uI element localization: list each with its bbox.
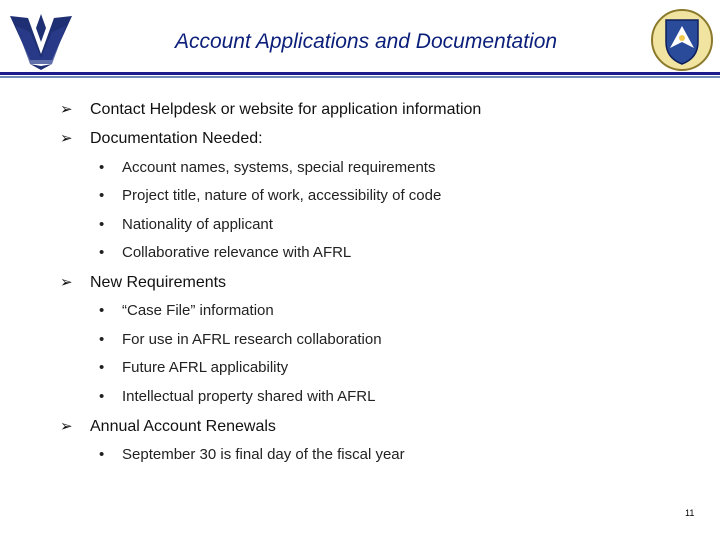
sub-bullet-text: “Case File” information [122,302,274,319]
dot-bullet-icon: • [99,302,105,319]
arrow-bullet-icon: ➢ [60,101,73,118]
bullet-text: Annual Account Renewals [90,418,276,435]
arrow-bullet-icon: ➢ [60,274,73,291]
arrow-bullet-icon: ➢ [60,418,73,435]
arrow-bullet-icon: ➢ [60,130,73,147]
sub-bullet-item [99,244,351,261]
sub-bullet-text: Account names, systems, special requirements [122,159,436,176]
sub-bullet-item [99,216,273,233]
bullet-text: Contact Helpdesk or website for application information [90,101,482,118]
bullet-item [60,417,276,436]
afrl-shield-seal [650,8,714,72]
dot-bullet-icon: • [99,244,105,261]
sub-bullet-item [99,446,405,463]
dot-bullet-icon: • [99,331,105,348]
dot-bullet-icon: • [99,159,105,176]
sub-bullet-text: Project title, nature of work, accessibility of code [122,187,442,204]
dot-bullet-icon: • [99,388,105,405]
slide-title: Account Applications and Documentation [174,30,558,53]
bullet-item [60,129,263,148]
bullet-text: New Requirements [90,274,227,291]
header-divider-secondary [0,76,720,78]
sub-bullet-item [99,388,375,405]
dot-bullet-icon: • [99,187,105,204]
sub-bullet-item [99,331,382,348]
bullet-item [60,100,481,119]
sub-bullet-text: September 30 is final day of the fiscal year [122,446,405,463]
sub-bullet-text: Intellectual property shared with AFRL [122,388,376,405]
sub-bullet-text: Future AFRL applicability [122,359,289,376]
header-divider [0,72,720,75]
dot-bullet-icon: • [99,216,105,233]
sub-bullet-item [99,302,274,319]
dot-bullet-icon: • [99,446,105,463]
sub-bullet-item [99,187,441,204]
bullet-item [60,273,226,292]
air-force-wings-logo [8,8,74,74]
page-number: 11 [685,508,695,518]
sub-bullet-text: Nationality of applicant [122,216,273,233]
dot-bullet-icon: • [99,359,105,376]
sub-bullet-item [99,159,435,176]
sub-bullet-text: For use in AFRL research collaboration [122,331,382,348]
bullet-text: Documentation Needed: [90,130,263,147]
sub-bullet-text: Collaborative relevance with AFRL [122,244,352,261]
sub-bullet-item [99,359,288,376]
